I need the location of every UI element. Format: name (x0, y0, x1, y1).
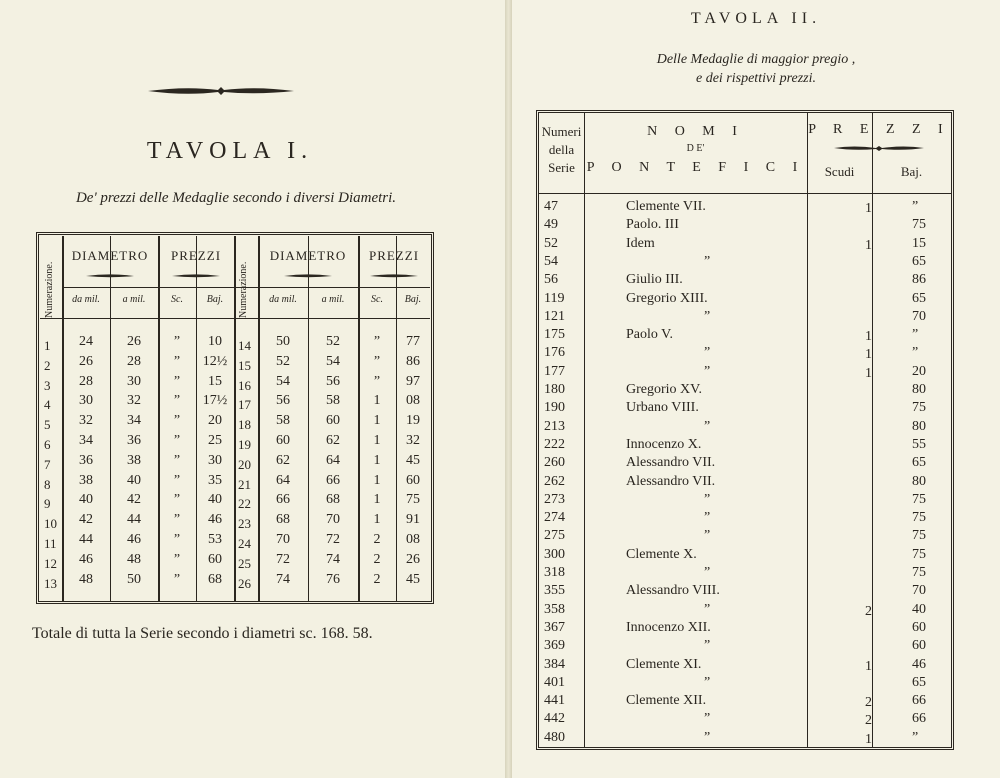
row-number: 16 (238, 377, 251, 393)
column-header-numeri: Numeri (541, 124, 582, 139)
pontefice-name: Paolo V. (626, 327, 673, 343)
table-cell: ” (373, 373, 381, 389)
table-cell: 60 (406, 472, 420, 488)
table-cell: 42 (127, 492, 141, 508)
price-baj: 80 (912, 418, 926, 434)
row-number: 12 (44, 555, 57, 571)
table-cell: ” (173, 571, 181, 587)
table-cell: ” (173, 472, 181, 488)
table-cell: 1 (373, 492, 381, 508)
table-cell: 68 (326, 492, 340, 508)
table-divider (234, 236, 236, 601)
table-cell: 30 (208, 452, 222, 468)
column-header-numeri: della (548, 142, 575, 157)
table-cell: 97 (406, 373, 420, 389)
pontefice-name: ” (704, 528, 711, 544)
pontefice-name: ” (704, 308, 711, 324)
table-cell: 46 (79, 551, 93, 567)
table-cell: 2 (373, 532, 381, 547)
series-number: 262 (544, 473, 565, 489)
column-group-header: PREZZI (170, 248, 222, 263)
column-header-nomi: P O N T E F I C I (586, 160, 805, 175)
row-number: 11 (44, 536, 57, 551)
series-number: 56 (544, 272, 558, 288)
table-cell: 62 (326, 433, 340, 448)
table-cell: 08 (406, 532, 420, 547)
table-cell: 46 (127, 532, 141, 547)
price-baj: 75 (912, 528, 926, 544)
series-number: 180 (544, 382, 565, 397)
price-baj: 40 (912, 601, 926, 617)
series-number: 177 (544, 363, 565, 379)
row-number: 25 (238, 555, 251, 571)
row-number: 7 (44, 456, 51, 472)
table-cell: 28 (79, 373, 93, 389)
row-number: 4 (44, 397, 51, 413)
page-subtitle-line1: Delle Medaglie di maggior pregio , (656, 52, 856, 67)
table-cell: 62 (276, 452, 290, 468)
price-baj: 66 (912, 711, 926, 727)
series-number: 355 (544, 583, 565, 599)
price-scudi: 1 (865, 731, 872, 747)
price-scudi: 1 (865, 658, 872, 674)
price-scudi: 2 (865, 713, 872, 729)
pontefice-name: Alessandro VII. (626, 473, 716, 489)
price-scudi: 1 (865, 365, 872, 381)
table-cell: 77 (406, 334, 420, 349)
page-title-right: TAVOLA II. (690, 10, 822, 27)
row-number: 6 (44, 437, 51, 452)
price-baj: 46 (912, 656, 926, 672)
column-header-prezzi: P R E Z Z I (808, 122, 950, 137)
table-cell: 53 (208, 532, 222, 547)
row-number: 21 (238, 476, 251, 492)
price-baj: 80 (912, 382, 926, 397)
table-cell: ” (173, 413, 181, 429)
row-number: 9 (44, 496, 51, 512)
table-cell: 44 (79, 532, 93, 547)
price-scudi: 1 (865, 237, 872, 253)
series-number: 47 (544, 199, 558, 214)
table-cell: 70 (276, 532, 290, 547)
right-page (512, 0, 1000, 778)
series-number: 190 (544, 400, 565, 416)
series-number: 369 (544, 638, 565, 654)
column-header-nomi: N O M I (647, 124, 744, 139)
table-cell: 2 (373, 571, 381, 587)
table-divider (584, 113, 585, 747)
row-number: 17 (238, 397, 251, 413)
price-baj: 75 (912, 491, 926, 507)
price-baj: 65 (912, 674, 926, 690)
row-number: 5 (44, 417, 51, 433)
table-cell: 32 (127, 393, 141, 409)
price-baj: ” (912, 729, 919, 745)
price-baj: 75 (912, 546, 926, 562)
price-scudi: 2 (865, 603, 872, 619)
price-baj: ” (912, 199, 919, 214)
row-number: 24 (238, 536, 251, 551)
table-divider (872, 113, 873, 747)
table-cell: 40 (79, 492, 93, 508)
row-number: 13 (44, 575, 57, 591)
table-cell: ” (373, 334, 381, 349)
table-cell: 36 (127, 433, 141, 448)
table-cell: 72 (326, 532, 340, 547)
table-cell: 40 (208, 492, 222, 508)
pontefice-name: Alessandro VII. (626, 455, 716, 471)
table-cell: 68 (208, 571, 222, 587)
pontefice-name: ” (704, 729, 711, 745)
table-cell: 48 (79, 571, 93, 587)
pontefice-name: ” (704, 491, 711, 507)
column-subheader: da mil. (72, 294, 100, 305)
series-number: 358 (544, 601, 565, 617)
table-cell: 1 (373, 512, 381, 528)
table-divider (539, 193, 951, 194)
column-header-numerazione: Numerazione. (238, 261, 249, 318)
table-cell: 50 (276, 334, 290, 349)
pontefice-name: Alessandro VIII. (626, 583, 720, 599)
table-cell: 64 (276, 472, 290, 488)
series-number: 54 (544, 253, 558, 269)
column-header-nomi: D E' (686, 143, 705, 154)
price-baj: 80 (912, 473, 926, 489)
series-number: 260 (544, 455, 565, 471)
table-cell: 70 (326, 512, 340, 528)
table-cell: 66 (326, 472, 340, 488)
table-cell: 56 (276, 393, 290, 409)
table-cell: 36 (79, 452, 93, 468)
table-cell: ” (173, 334, 181, 349)
series-number: 274 (544, 510, 565, 526)
pontefice-name: ” (704, 253, 711, 269)
table-cell: 15 (208, 373, 222, 389)
table-cell: 38 (79, 472, 93, 488)
table-cell: ” (173, 393, 181, 409)
table-cell: ” (173, 532, 181, 547)
row-number: 8 (44, 476, 51, 492)
table-cell: ” (173, 492, 181, 508)
pontefice-name: Giulio III. (626, 272, 683, 288)
table-cell: 1 (373, 452, 381, 468)
column-group-header: PREZZI (368, 248, 420, 263)
table-cell: 46 (208, 512, 222, 528)
price-baj: 75 (912, 400, 926, 416)
table-cell: 1 (373, 472, 381, 488)
series-number: 222 (544, 436, 565, 452)
price-baj: 65 (912, 290, 926, 306)
table-cell: 75 (406, 492, 420, 508)
table-cell: 44 (127, 512, 141, 528)
series-number: 441 (544, 693, 565, 709)
pontefice-name: ” (704, 711, 711, 727)
series-number: 401 (544, 674, 565, 690)
table-cell: 60 (326, 413, 340, 429)
table-cell: 10 (208, 334, 222, 349)
table-cell: 30 (127, 373, 141, 389)
price-baj: ” (912, 345, 919, 361)
table-cell: 74 (326, 551, 340, 567)
column-header-scudi: Scudi (824, 164, 855, 179)
table-cell: 12½ (202, 353, 228, 369)
price-baj: 65 (912, 253, 926, 269)
pontefice-name: Innocenzo XII. (626, 619, 711, 635)
pontefice-name: Paolo. III (626, 217, 679, 233)
row-number: 14 (238, 338, 251, 353)
table-cell: 24 (79, 334, 93, 349)
column-subheader: Baj. (206, 294, 224, 305)
table-cell: 26 (127, 334, 141, 349)
row-number: 3 (44, 377, 51, 393)
page-subtitle: De' prezzi delle Medaglie secondo i diversi Diametri. (75, 190, 397, 206)
table-cell: ” (173, 512, 181, 528)
table-cell: 72 (276, 551, 290, 567)
table-cell: 74 (276, 571, 290, 587)
pontefice-name: Clemente XI. (626, 656, 702, 672)
series-number: 213 (544, 418, 565, 434)
table-cell: 45 (406, 571, 420, 587)
table-cell: 54 (276, 373, 290, 389)
table-cell: 64 (326, 452, 340, 468)
page-title: TAVOLA I. (146, 138, 314, 164)
table-cell: 42 (79, 512, 93, 528)
book-gutter (505, 0, 512, 778)
row-number: 18 (238, 417, 251, 433)
table-pontefici (536, 110, 954, 750)
series-number: 367 (544, 619, 565, 635)
pontefice-name: Gregorio XV. (626, 382, 702, 397)
row-number: 10 (44, 516, 57, 532)
series-number: 49 (544, 217, 558, 233)
table-divider (40, 318, 430, 319)
price-baj: 20 (912, 363, 926, 379)
price-baj: 15 (912, 235, 926, 251)
pontefice-name: Gregorio XIII. (626, 290, 708, 306)
pontefice-name: Innocenzo X. (626, 436, 702, 452)
swash-rule-icon (370, 273, 418, 279)
price-scudi: 1 (865, 201, 872, 216)
table-cell: ” (373, 353, 381, 369)
series-number: 52 (544, 235, 558, 251)
table-cell: 38 (127, 452, 141, 468)
row-number: 23 (238, 516, 251, 532)
pontefice-name: ” (704, 601, 711, 617)
pontefice-name: ” (704, 638, 711, 654)
pontefice-name: Clemente XII. (626, 693, 707, 709)
series-number: 175 (544, 327, 565, 343)
table-cell: 60 (208, 551, 222, 567)
page-subtitle-line2: e dei rispettivi prezzi. (695, 71, 817, 86)
series-number: 480 (544, 729, 565, 745)
row-number: 15 (238, 357, 251, 373)
column-subheader: a mil. (122, 294, 146, 305)
table-cell: 60 (276, 433, 290, 448)
price-baj: 66 (912, 693, 926, 709)
table-cell: 26 (406, 551, 420, 567)
pontefice-name: ” (704, 565, 711, 580)
price-baj: 70 (912, 308, 926, 324)
series-number: 121 (544, 308, 565, 324)
table-cell: 28 (127, 353, 141, 369)
table-total: Totale di tutta la Serie secondo i diametri sc. 168. 58. (32, 625, 373, 642)
table-cell: 50 (127, 571, 141, 587)
price-baj: 60 (912, 619, 926, 635)
table-cell: 40 (127, 472, 141, 488)
pontefice-name: ” (704, 418, 711, 434)
table-cell: 20 (208, 413, 222, 429)
table-cell: ” (173, 452, 181, 468)
table-cell: 52 (276, 353, 290, 369)
swash-rule-icon (284, 273, 332, 279)
pontefice-name: ” (704, 363, 711, 379)
pontefice-name: Clemente VII. (626, 199, 706, 214)
column-subheader: a mil. (321, 294, 345, 305)
table-cell: ” (173, 373, 181, 389)
table-cell: 54 (326, 353, 340, 369)
table-cell: ” (173, 551, 181, 567)
table-cell: 76 (326, 571, 340, 587)
series-number: 442 (544, 711, 565, 727)
table-cell: 91 (406, 512, 420, 528)
price-baj: ” (912, 327, 919, 343)
table-cell: 08 (406, 393, 420, 409)
row-number: 22 (238, 496, 251, 512)
pontefice-name: Clemente X. (626, 546, 697, 562)
series-number: 176 (544, 345, 565, 361)
table-cell: 35 (208, 472, 222, 488)
table-cell: 30 (79, 393, 93, 409)
table-cell: 32 (79, 413, 93, 429)
price-baj: 86 (912, 272, 926, 288)
price-scudi: 1 (865, 347, 872, 363)
column-subheader: Baj. (404, 294, 422, 305)
pontefice-name: ” (704, 674, 711, 690)
table-cell: 58 (276, 413, 290, 429)
series-number: 273 (544, 491, 565, 507)
table-cell: 66 (276, 492, 290, 508)
table-cell: 86 (406, 353, 420, 369)
table-cell: 2 (373, 551, 381, 567)
swash-rule-icon (86, 273, 134, 279)
table-cell: 45 (406, 452, 420, 468)
table-cell: 17½ (202, 393, 228, 409)
table-divider (807, 113, 808, 747)
price-scudi: 1 (865, 329, 872, 345)
row-number: 2 (44, 357, 51, 373)
swash-rule-icon (834, 144, 924, 152)
pontefice-name: Urbano VIII. (626, 400, 699, 416)
table-cell: 48 (127, 551, 141, 567)
table-cell: 19 (406, 413, 420, 429)
table-cell: 1 (373, 393, 381, 409)
price-baj: 75 (912, 565, 926, 580)
table-cell: 32 (406, 433, 420, 448)
table-cell: 68 (276, 512, 290, 528)
series-number: 119 (544, 290, 565, 306)
price-baj: 75 (912, 217, 926, 233)
table-cell: 34 (79, 433, 93, 448)
table-cell: ” (173, 433, 181, 448)
table-cell: 34 (127, 413, 141, 429)
table-cell: 1 (373, 413, 381, 429)
table-cell: 25 (208, 433, 222, 448)
price-scudi: 2 (865, 695, 872, 711)
price-baj: 55 (912, 436, 926, 452)
column-subheader: Sc. (371, 294, 383, 305)
price-baj: 65 (912, 455, 926, 471)
table-cell: 52 (326, 334, 340, 349)
row-number: 26 (238, 575, 251, 591)
column-group-header: DIAMETRO (269, 248, 347, 263)
row-number: 19 (238, 437, 251, 452)
series-number: 318 (544, 565, 565, 580)
column-header-baj: Baj. (900, 164, 923, 179)
column-header-numeri: Serie (548, 160, 575, 175)
column-header-numerazione: Numerazione. (44, 261, 55, 318)
price-baj: 60 (912, 638, 926, 654)
price-baj: 70 (912, 583, 926, 599)
table-cell: ” (173, 353, 181, 369)
pontefice-name: ” (704, 510, 711, 526)
swash-rule-icon (172, 273, 220, 279)
price-baj: 75 (912, 510, 926, 526)
pontefice-name: Idem (626, 235, 655, 251)
row-number: 20 (238, 456, 251, 472)
column-subheader: da mil. (269, 294, 297, 305)
ornament-rule-icon (146, 82, 296, 100)
series-number: 275 (544, 528, 565, 544)
table-cell: 1 (373, 433, 381, 448)
pontefice-name: ” (704, 345, 711, 361)
column-subheader: Sc. (171, 294, 183, 305)
table-cell: 56 (326, 373, 340, 389)
table-cell: 26 (79, 353, 93, 369)
series-number: 300 (544, 546, 565, 562)
column-group-header: DIAMETRO (71, 248, 149, 263)
row-number: 1 (44, 338, 51, 353)
table-cell: 58 (326, 393, 340, 409)
series-number: 384 (544, 656, 565, 672)
